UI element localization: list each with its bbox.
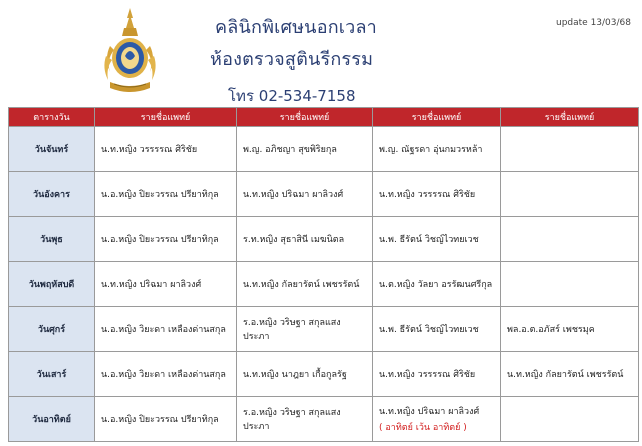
doctor-cell: น.ท.หญิง นาฎยา เกื้อกูลรัฐ	[237, 352, 373, 397]
page-title: คลินิกพิเศษนอกเวลา	[215, 17, 377, 38]
doctor-cell: ร.ท.หญิง สุธาสินี เมฆนิตล	[237, 217, 373, 262]
doctor-cell: น.พ. ธีรัตน์ วิชญ์ไวทยเวช	[373, 217, 501, 262]
column-header-doctor: รายชื่อแพทย์	[95, 108, 237, 127]
doctor-name: น.ท.หญิง ปริฉมา ผาลิวงศ์	[379, 407, 480, 417]
doctor-cell: น.ท.หญิง วรรรรณ ศิริชัย	[373, 172, 501, 217]
update-date: update 13/03/68	[556, 18, 631, 28]
doctor-cell-with-note	[373, 397, 501, 442]
table-row	[9, 262, 639, 307]
column-header-doctor: รายชื่อแพทย์	[501, 108, 639, 127]
day-cell: วันอาทิตย์	[9, 397, 95, 442]
day-cell: วันอังคาร	[9, 172, 95, 217]
day-cell: วันจันทร์	[9, 127, 95, 172]
doctor-cell: น.อ.หญิง วิยะดา เหลืองด่านสกุล	[95, 307, 237, 352]
doctor-cell: น.ท.หญิง กัลยารัตน์ เพชรรัตน์	[501, 352, 639, 397]
table-row	[9, 217, 639, 262]
doctor-cell: น.ท.หญิง ปริฉมา ผาลิวงศ์	[95, 262, 237, 307]
doctor-cell: น.พ. ธีรัตน์ วิชญ์ไวทยเวช	[373, 307, 501, 352]
doctor-cell: พ.ญ. อภิชญา สุขพิริยกุล	[237, 127, 373, 172]
day-cell: วันพุธ	[9, 217, 95, 262]
column-header-doctor: รายชื่อแพทย์	[237, 108, 373, 127]
doctor-cell	[501, 262, 639, 307]
doctor-cell: ร.อ.หญิง วริษฐา สกุลแสงประภา	[237, 397, 373, 442]
phone-number: โทร 02-534-7158	[228, 87, 356, 105]
doctor-cell: น.อ.หญิง ปิยะวรรณ ปรียาทิกุล	[95, 217, 237, 262]
column-header-day: ตารางวัน	[9, 108, 95, 127]
doctor-cell: พล.อ.ต.อภัสร์ เพชรมุค	[501, 307, 639, 352]
doctor-cell: น.อ.หญิง วิยะดา เหลืองด่านสกุล	[95, 352, 237, 397]
day-cell: วันศุกร์	[9, 307, 95, 352]
doctor-cell: ร.อ.หญิง วริษฐา สกุลแสงประภา	[237, 307, 373, 352]
doctor-cell: น.ท.หญิง วรรรรณ ศิริชัย	[95, 127, 237, 172]
doctor-cell	[501, 172, 639, 217]
doctor-cell: น.อ.หญิง ปิยะวรรณ ปรียาทิกุล	[95, 397, 237, 442]
hospital-crest-icon	[100, 6, 160, 98]
alternate-week-note: ( อาทิตย์ เว้น อาทิตย์ )	[379, 423, 467, 433]
page-subtitle: ห้องตรวจสูตินรีกรรม	[210, 49, 374, 70]
doctor-cell: น.ต.หญิง วัลยา อรรัฒนศรีกุล	[373, 262, 501, 307]
doctor-cell	[501, 217, 639, 262]
doctor-cell: น.ท.หญิง วรรรรณ ศิริชัย	[373, 352, 501, 397]
table-row	[9, 127, 639, 172]
day-cell: วันเสาร์	[9, 352, 95, 397]
doctor-cell	[501, 127, 639, 172]
table-header-row	[9, 108, 639, 127]
table-row	[9, 352, 639, 397]
day-cell: วันพฤหัสบดี	[9, 262, 95, 307]
column-header-doctor: รายชื่อแพทย์	[373, 108, 501, 127]
doctor-cell: พ.ญ. ณัฐรดา อุ่นกมวรหล้า	[373, 127, 501, 172]
doctor-cell: น.ท.หญิง กัลยารัตน์ เพชรรัตน์	[237, 262, 373, 307]
schedule-table	[8, 107, 639, 442]
doctor-cell: น.อ.หญิง ปิยะวรรณ ปรียาทิกุล	[95, 172, 237, 217]
table-row	[9, 307, 639, 352]
table-row	[9, 397, 639, 442]
doctor-cell	[501, 397, 639, 442]
doctor-cell: น.ท.หญิง ปริฉมา ผาลิวงศ์	[237, 172, 373, 217]
table-row	[9, 172, 639, 217]
